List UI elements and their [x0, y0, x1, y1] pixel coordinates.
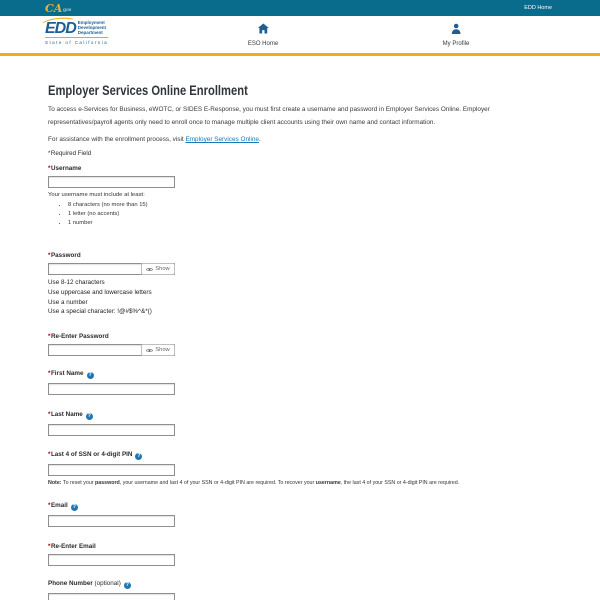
note-text: , your username and last 4 of your SSN or 4-digit PIN are required. To recover your [119, 480, 316, 487]
reenter-email-label [48, 543, 552, 550]
required-asterisk: * [48, 333, 51, 341]
ca-gov-logo-gov: gov [63, 7, 72, 12]
password-requirement: Use 8-12 characters [48, 279, 105, 286]
reenter-password-label [48, 333, 552, 340]
required-asterisk: * [48, 252, 51, 259]
required-asterisk: * [48, 451, 51, 459]
edd-logo-line2: Development [77, 25, 107, 31]
phone-input[interactable] [48, 593, 175, 600]
username-requirement: • 8 characters (no more than 15) [68, 201, 552, 210]
site-header [0, 16, 600, 53]
required-asterisk: * [48, 165, 51, 172]
username-requirement: • 1 number [68, 219, 552, 228]
reenter-password-field-group [48, 333, 552, 356]
username-requirement: • 1 letter (no accents) [68, 210, 552, 219]
password-label [48, 252, 552, 259]
email-label-text: Email [50, 502, 68, 510]
edd-logo-department-lines [78, 20, 106, 36]
reenter-email-field-group [48, 543, 552, 566]
person-icon [450, 21, 461, 38]
show-reenter-password-label: Show [155, 347, 170, 354]
note-bold-password: password [95, 480, 120, 487]
nav-my-profile[interactable] [443, 21, 470, 47]
help-icon[interactable]: ? [125, 582, 129, 589]
username-hint-title: Your username must include at least: [48, 192, 145, 198]
edd-home-link[interactable]: EDD Home [524, 5, 552, 11]
phone-optional-label: (optional) [94, 580, 121, 588]
reenter-email-input[interactable] [48, 554, 175, 566]
email-label [48, 502, 552, 511]
ssn-pin-field-group [48, 451, 552, 487]
utility-bar [0, 0, 600, 16]
phone-field-group [48, 580, 552, 600]
help-icon[interactable]: ? [88, 372, 92, 379]
password-requirements [48, 278, 552, 317]
ca-gov-logo-ca: CA [45, 1, 63, 15]
help-icon[interactable]: ? [137, 453, 141, 460]
show-password-label: Show [155, 266, 170, 272]
phone-label-text: Phone Number [48, 580, 93, 588]
gold-divider [0, 53, 600, 56]
eye-icon [146, 267, 153, 272]
phone-optional-text [93, 580, 121, 587]
last-name-field-group [48, 411, 552, 436]
nav-my-profile-label: My Profile [442, 41, 470, 47]
required-asterisk: * [48, 150, 51, 157]
note-text: To reset your [61, 480, 96, 487]
ssn-pin-label-text: Last 4 of SSN or 4-digit PIN [50, 451, 133, 459]
username-label [48, 165, 552, 172]
last-name-label-text: Last Name [50, 411, 83, 419]
first-name-label [48, 370, 552, 379]
home-icon [258, 21, 269, 38]
edd-logo[interactable] [45, 20, 108, 45]
required-field-text: Required Field [50, 150, 92, 157]
password-field-group [48, 252, 552, 317]
password-requirement: Use uppercase and lowercase letters [48, 288, 152, 296]
employer-services-online-link[interactable]: Employer Services Online [185, 136, 259, 143]
note-bold-username: username [315, 480, 341, 487]
eye-icon [146, 348, 153, 353]
show-password-button[interactable] [141, 263, 175, 275]
nav-eso-home-label: ESO Home [247, 41, 279, 47]
password-requirement: Use a number [48, 298, 88, 306]
password-label-text: Password [50, 252, 81, 259]
ssn-pin-input[interactable] [48, 464, 175, 476]
page-title: Employer Services Online Enrollment [48, 82, 248, 98]
intro-paragraph: To access e-Services for Business, eWOTC, or SIDES E-Response, you must first create a username and password in Employer Services Online. Employer representatives/payroll agents only need to enroll once to manage multiple client accounts using their own name and contact information. [48, 106, 490, 126]
required-asterisk: * [48, 370, 51, 378]
edd-logo-state-line: State of California [45, 37, 108, 45]
phone-label [48, 580, 552, 589]
reenter-email-label-text: Re-Enter Email [50, 543, 96, 551]
username-field-group [48, 165, 552, 228]
first-name-field-group [48, 370, 552, 395]
username-label-text: Username [50, 165, 82, 172]
required-field-note [48, 150, 552, 157]
ca-gov-logo[interactable] [45, 3, 71, 14]
help-icon[interactable]: ? [72, 504, 76, 511]
email-input[interactable] [48, 515, 175, 527]
required-asterisk: * [48, 411, 51, 419]
email-field-group [48, 502, 552, 527]
required-asterisk: * [48, 502, 51, 510]
edd-logo-line3: Department [77, 30, 103, 36]
first-name-input[interactable] [48, 383, 175, 395]
username-input[interactable] [48, 176, 175, 188]
first-name-label-text: First Name [50, 370, 84, 378]
last-name-label [48, 411, 552, 420]
required-asterisk: * [48, 543, 51, 551]
help-icon[interactable]: ? [87, 413, 91, 420]
show-reenter-password-button[interactable] [141, 344, 175, 356]
nav-eso-home[interactable] [248, 21, 278, 47]
ssn-pin-label [48, 451, 552, 460]
last-name-input[interactable] [48, 424, 175, 436]
assistance-suffix: . [258, 136, 261, 143]
assistance-text: For assistance with the enrollment process, visit [48, 136, 186, 143]
edd-logo-line1: Employment [77, 20, 105, 25]
assistance-paragraph [48, 136, 552, 143]
main-content [0, 82, 600, 600]
note-text: , the last 4 of your SSN or 4-digit PIN are required. [340, 480, 460, 487]
edd-logo-acronym: EDD [45, 19, 76, 37]
password-requirement: Use a special character: !@#$%^&*() [48, 308, 152, 316]
reenter-password-label-text: Re-Enter Password [50, 333, 109, 341]
username-requirements-list [48, 201, 552, 228]
ssn-pin-note [48, 480, 552, 487]
note-prefix: Note: [48, 480, 62, 487]
